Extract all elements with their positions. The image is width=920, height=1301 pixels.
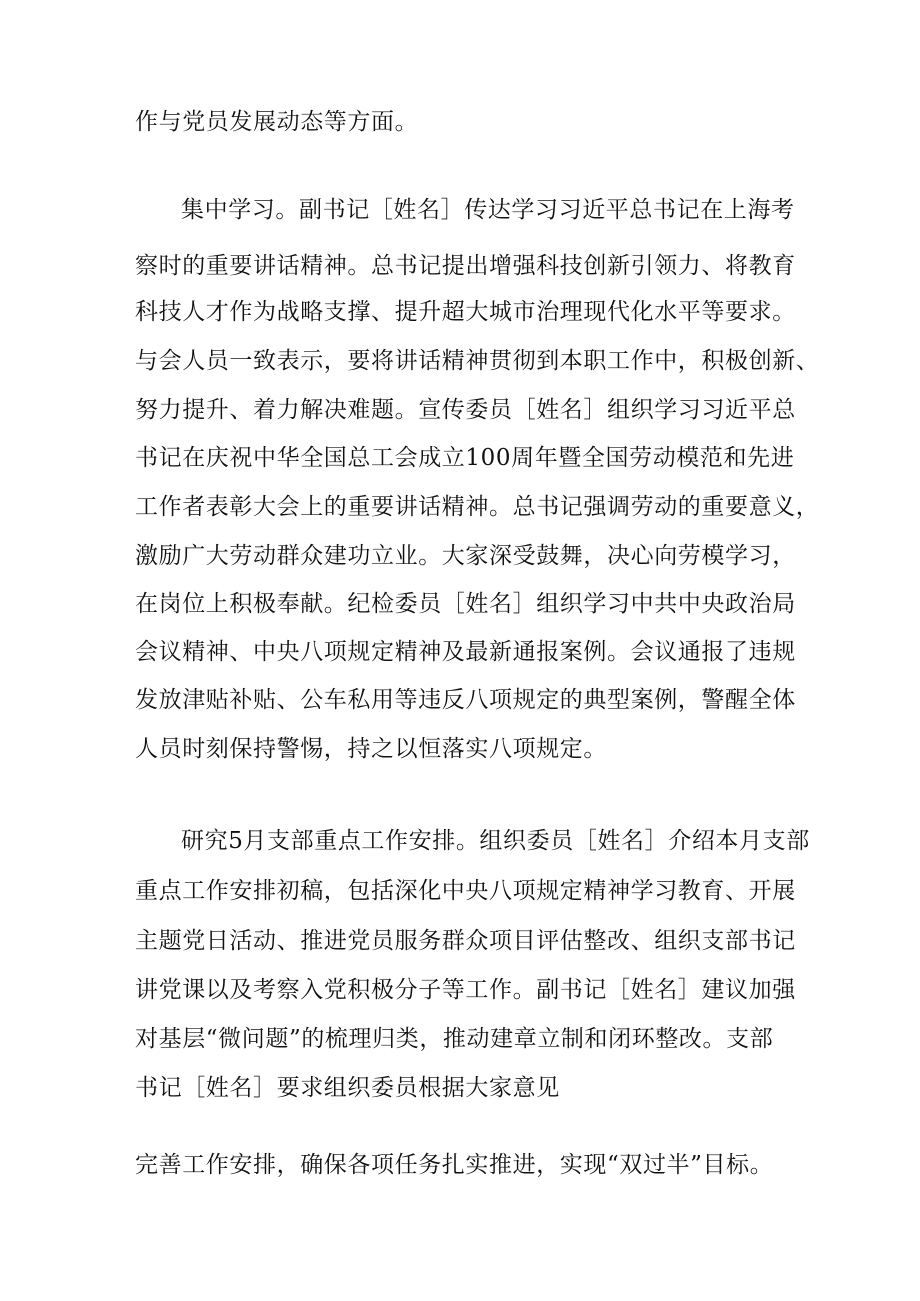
- text-line: 工作者表彰大会上的重要讲话精神。总书记强调劳动的重要意义，: [135, 494, 820, 520]
- text-line: 集中学习。副书记［姓名］传达学习习近平总书记在上海考: [181, 197, 795, 223]
- text-line: 科技人才作为战略支撑、提升超大城市治理现代化水平等要求。: [135, 299, 796, 325]
- text-line: 激励广大劳动群众建功立业。大家深受鼓舞，决心向劳模学习，: [135, 543, 796, 569]
- text-line: 主题党日活动、推进党员服务群众项目评估整改、组织支部书记: [135, 928, 796, 954]
- text-line: 发放津贴补贴、公车私用等违反八项规定的典型案例，警醒全体: [135, 687, 796, 713]
- text-line: 研究5月支部重点工作安排。组织委员［姓名］介绍本月支部: [181, 828, 810, 854]
- text-line: 人员时刻保持警惕，持之以恒落实八项规定。: [135, 736, 607, 762]
- text-line: 书记［姓名］要求组织委员根据大家意见: [135, 1075, 560, 1101]
- text-line: 讲党课以及考察入党积极分子等工作。副书记［姓名］建议加强: [135, 977, 796, 1003]
- text-line-fragment-top: 作与党员发展动态等方面。: [135, 109, 419, 135]
- text-line: 在岗位上积极奉献。纪检委员［姓名］组织学习中共中央政治局: [135, 591, 796, 617]
- text-line: 与会人员一致表示，要将讲话精神贯彻到本职工作中，积极创新、: [135, 348, 820, 374]
- text-line: 会议精神、中央八项规定精神及最新通报案例。会议通报了违规: [135, 639, 796, 665]
- text-line: 努力提升、着力解决难题。宣传委员［姓名］组织学习习近平总: [135, 397, 796, 423]
- text-line: 书记在庆祝中华全国总工会成立100周年暨全国劳动模范和先进: [135, 445, 795, 471]
- text-line: 对基层“微问题”的梳理归类，推动建章立制和闭环整改。支部: [135, 1026, 774, 1052]
- text-line: 重点工作安排初稿，包括深化中央八项规定精神学习教育、开展: [135, 878, 796, 904]
- text-line: 察时的重要讲话精神。总书记提出增强科技创新引领力、将教育: [135, 253, 796, 279]
- text-line-fragment-bottom: 完善工作安排，确保各项任务扎实推进，实现“双过半”目标。: [135, 1152, 774, 1178]
